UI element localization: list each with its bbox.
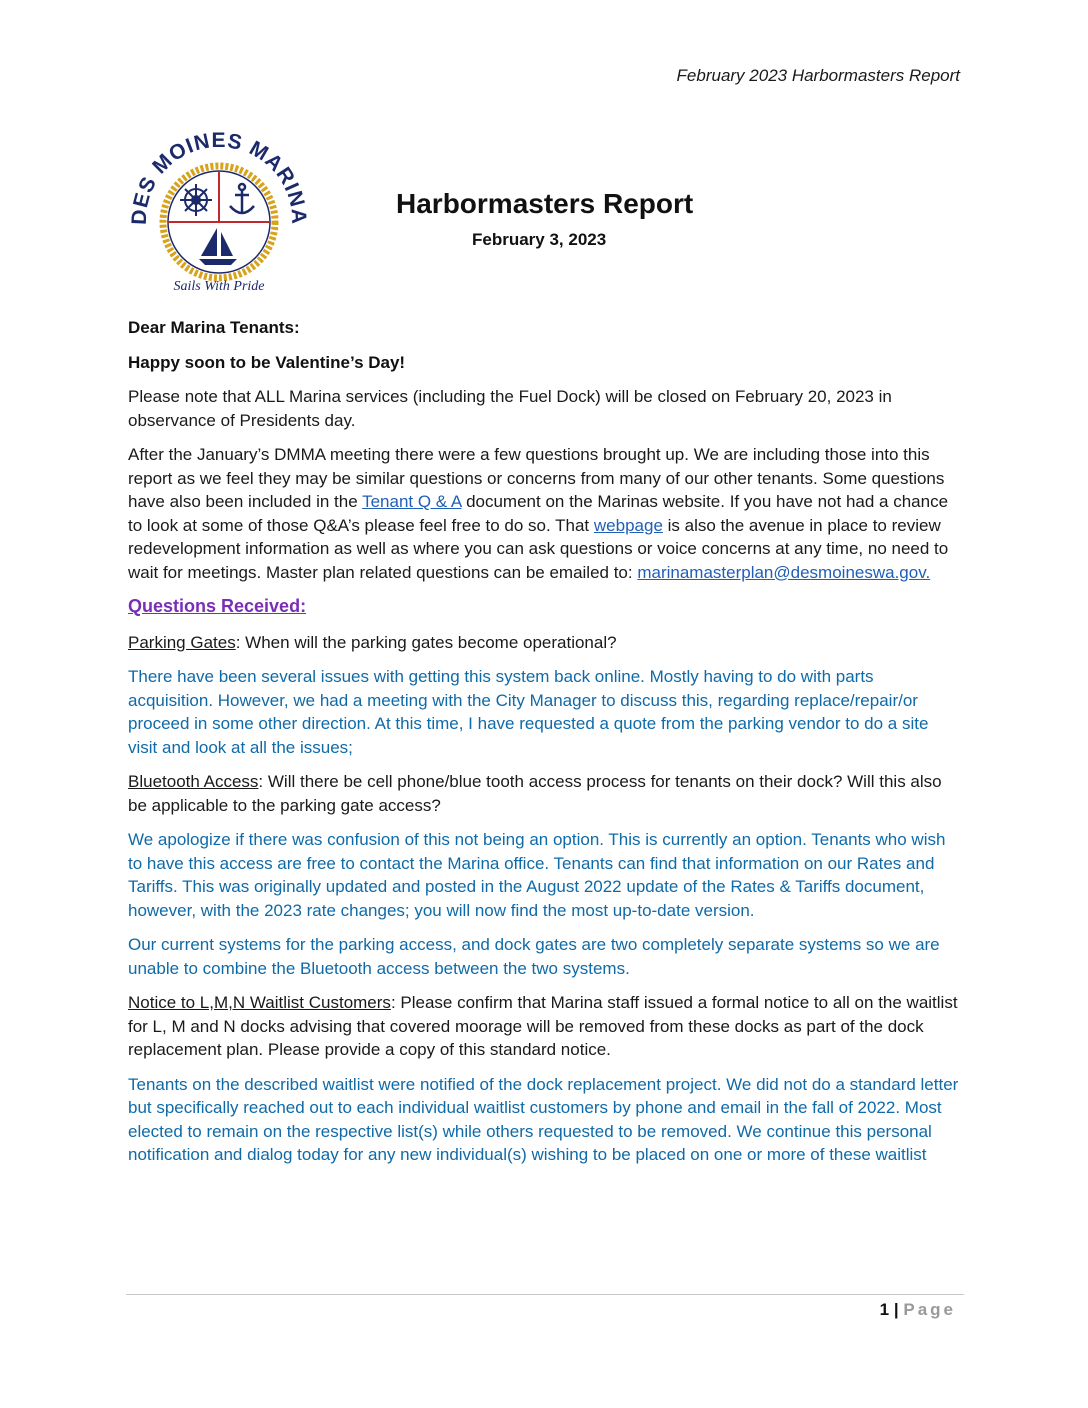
answer-parking: There have been several issues with getting this system back online. Mostly having to do with parts acquisition. However, we had a meeting with the City Manager to discuss this, regarding replace/repair/or proceed in some other direction. At this time, I have requested a quote from the parking vendor to do a site visit and look at all the issues; <box>128 667 929 757</box>
running-header: February 2023 Harbormasters Report <box>676 66 960 85</box>
intro-text-3: is also the avenue in place to review redevelopment information as well as where you can ask questions or voice concerns at any time, no need to wait for meetings. Master plan related questions can be emailed to: <box>128 515 949 582</box>
report-date: February 3, 2023 <box>472 230 607 249</box>
intro-paragraph <box>128 443 962 584</box>
page-footer <box>880 1300 956 1320</box>
answer-bluetooth-1: We apologize if there was confusion of this not being an option. This is currently an option. Tenants who wish to have this access are free to contact the Marina office. Tenants can find that information on our Rates and Tariffs. This was originally updated and posted in the August 2022 update of the Rates & Tariffs document, however, with the 2023 rate changes; you will now find the most up-to-date version. <box>128 830 946 920</box>
intro-text-1: After the January’s DMMA meeting there were a few questions brought up. We are including those into this report as we feel they may be similar questions or concerns from many of our other tenants. Some questions have also been included in the <box>128 445 945 511</box>
intro-text-2: document on the Marinas website. If you have not had a chance to look at some of those Q&A’s please feel free to do so. That <box>128 492 949 535</box>
question-parking <box>128 631 962 655</box>
greeting: Dear Marina Tenants: <box>128 318 300 337</box>
report-body <box>128 316 962 1178</box>
tenant-qa-link[interactable]: Tenant Q & A <box>362 492 462 511</box>
page-separator: | <box>893 1300 899 1319</box>
question-text: : Will there be cell phone/blue tooth access process for tenants on their dock? Will this also be applicable to the parking gate access? <box>128 772 942 815</box>
marina-logo <box>128 128 310 304</box>
question-text: : When will the parking gates become operational? <box>235 632 617 652</box>
page-word: Page <box>903 1300 956 1319</box>
email-link[interactable]: marinamasterplan@desmoineswa.gov. <box>637 562 931 582</box>
report-title: Harbormasters Report <box>396 188 694 219</box>
question-text: : Please confirm that Marina staff issued a formal notice to all on the waitlist for L, M and N docks advising that covered moorage will be removed from these docks as part of the dock replacement plan. Please provide a copy of this standard notice. <box>128 993 958 1059</box>
answer-waitlist: Tenants on the described waitlist were notified of the dock replacement project. We did not do a standard letter but specifically reached out to each individual waitlist customers by phone and email in the fall of 2022. Most elected to remain on the respective list(s) while others requested to be removed. We continue this personal notification and dialog today for any new individual(s) wishing to be placed on one or more of these waitlist <box>128 1074 959 1164</box>
question-label: Parking Gates <box>128 632 236 652</box>
section-heading: Questions Received: <box>128 596 307 616</box>
question-label: Notice to L,M,N Waitlist Customers <box>128 993 391 1012</box>
answer-bluetooth-2: Our current systems for the parking access, and dock gates are two completely separate systems so we are unable to combine the Bluetooth access between the two systems. <box>128 935 940 978</box>
logo-tagline: Sails With Pride <box>173 279 265 294</box>
question-waitlist <box>128 991 962 1062</box>
page-number: 1 <box>879 1300 890 1319</box>
question-label: Bluetooth Access <box>128 772 259 791</box>
webpage-link[interactable]: webpage <box>593 515 663 535</box>
question-bluetooth <box>128 770 962 817</box>
closure-notice: Please note that ALL Marina services (including the Fuel Dock) will be closed on February 20, 2023 in observance of Presidents day. <box>128 387 892 430</box>
logo-arc-text: DES MOINES MARINA <box>128 128 310 226</box>
footer-divider <box>126 1294 964 1295</box>
valentine-line: Happy soon to be Valentine’s Day! <box>128 352 406 372</box>
